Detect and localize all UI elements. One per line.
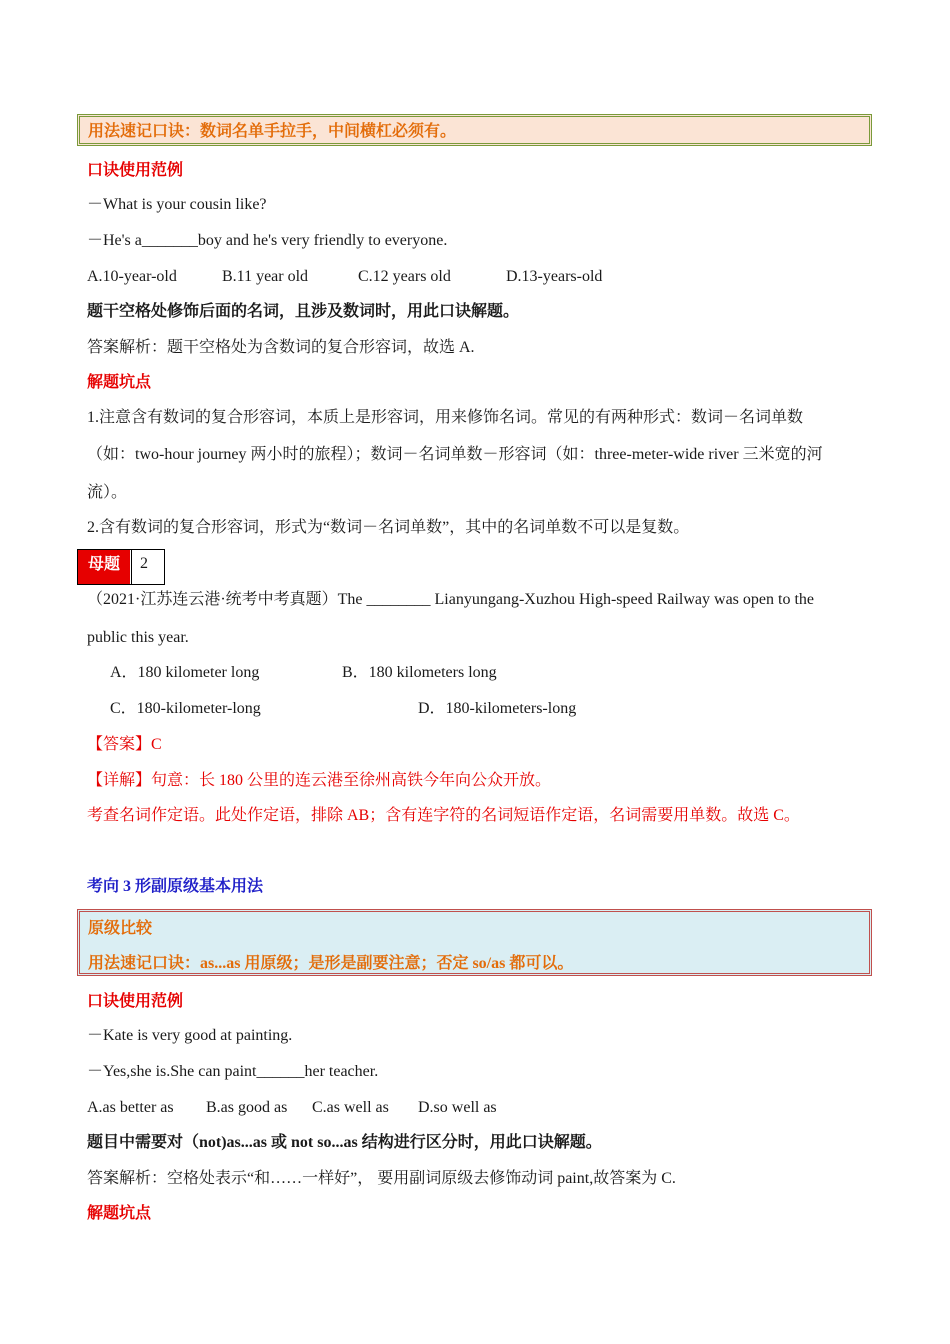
pitfall-heading: 解题坑点: [87, 1205, 152, 1222]
analysis-text: 答案解析：空格处表示“和……一样好”， 要用副词原级去修饰动词 paint,故答案为 C.: [87, 1170, 676, 1187]
tip-text: 题干空格处修饰后面的名词，且涉及数词时，用此口诀解题。: [87, 303, 520, 320]
option-b: B.11 year old: [222, 268, 309, 285]
pitfall-1-line-3: 流）。: [87, 484, 128, 501]
example-heading: 口诀使用范例: [87, 993, 184, 1010]
explain-text: 考查名词作定语。此处作定语，排除 AB；含有连字符的名词短语作定语，名词需要用单数。故选 C。: [87, 807, 800, 824]
dialogue-line-2: －Yes,she is.She can paint______her teacher.: [87, 1063, 379, 1080]
comparison-mnemonic: 用法速记口诀：as...as 用原级；是形是副要注意；否定 so/as 都可以。: [88, 955, 574, 972]
example-heading: 口诀使用范例: [87, 162, 184, 179]
mother-question-tag: [77, 549, 165, 585]
option-a: A.10-year-old: [87, 268, 177, 285]
option-d: D.so well as: [418, 1099, 497, 1116]
option-c: C.12 years old: [358, 268, 451, 285]
mnemonic-box: [77, 114, 872, 146]
mother-number: 2: [131, 550, 165, 584]
mother-option-d: D．180-kilometers-long: [418, 700, 577, 717]
question-line-2: public this year.: [87, 629, 189, 646]
mother-label: 母题: [78, 550, 130, 584]
pitfall-1-line-1: 1.注意含有数词的复合形容词，本质上是形容词，用来修饰名词。常见的有两种形式：数词－名词单数: [87, 409, 804, 426]
comparison-title: 原级比较: [88, 920, 153, 937]
section-title: 考向 3 形副原级基本用法: [87, 878, 264, 895]
option-a: A.as better as: [87, 1099, 174, 1116]
dialogue-line-1: －Kate is very good at painting.: [87, 1027, 293, 1044]
mother-option-c: C．180-kilometer-long: [110, 700, 261, 717]
dialogue-line-2: －He's a_______boy and he's very friendly to everyone.: [87, 232, 448, 249]
comparison-box: [77, 909, 872, 976]
option-d: D.13-years-old: [506, 268, 603, 285]
mnemonic-text: 用法速记口诀：数词名单手拉手，中间横杠必须有。: [88, 123, 457, 140]
question-line-1: （2021·江苏连云港·统考中考真题）The ________ Lianyungang-Xuzhou High-speed Railway was open to the: [87, 591, 814, 608]
option-b: B.as good as: [206, 1099, 288, 1116]
dialogue-line-1: －What is your cousin like?: [87, 196, 267, 213]
tip-text: 题目中需要对（not)as...as 或 not so...as 结构进行区分时，用此口诀解题。: [87, 1134, 602, 1151]
pitfall-1-line-2: （如：two-hour journey 两小时的旅程）；数词－名词单数－形容词（如：three-meter-wide river 三米宽的河: [87, 446, 823, 463]
answer-text: 【答案】C: [87, 736, 162, 753]
pitfall-2: 2.含有数词的复合形容词，形式为“数词－名词单数”，其中的名词单数不可以是复数。: [87, 519, 690, 536]
mother-option-a: A．180 kilometer long: [110, 664, 260, 681]
analysis-text: 答案解析：题干空格处为含数词的复合形容词，故选 A.: [87, 339, 475, 356]
pitfall-heading: 解题坑点: [87, 374, 152, 391]
option-c: C.as well as: [312, 1099, 389, 1116]
mother-option-b: B．180 kilometers long: [342, 664, 497, 681]
detail-text: 【详解】句意：长 180 公里的连云港至徐州高铁今年向公众开放。: [87, 772, 552, 789]
